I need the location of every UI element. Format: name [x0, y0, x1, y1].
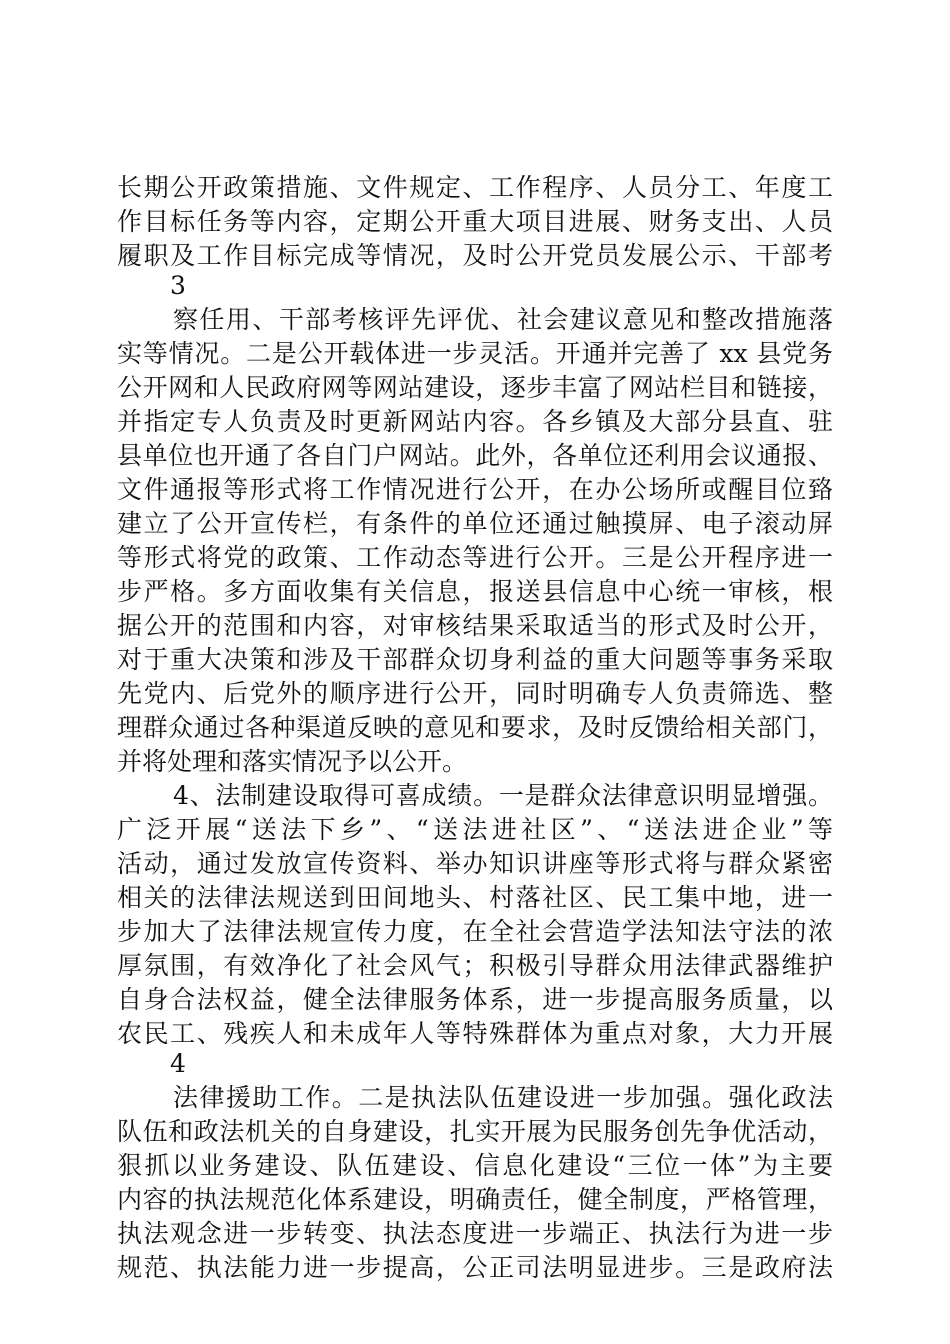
text-line: 步严格。多方面收集有关信息，报送县信息中心统一审核，根 [117, 577, 833, 606]
text-line: 队伍和政法机关的自身建设，扎实开展为民服务创先争优活动， [117, 1117, 833, 1146]
text-line: 作目标任务等内容，定期公开重大项目进展、财务支出、人员 [117, 207, 833, 236]
text-line: 并将处理和落实情况予以公开。 [117, 747, 468, 776]
text-line: 公开网和人民政府网等网站建设，逐步丰富了网站栏目和链接， [117, 373, 833, 402]
text-line: 厚氛围，有效净化了社会风气；积极引导群众用法律武器维护 [117, 951, 833, 980]
text-line: 履职及工作目标完成等情况，及时公开党员发展公示、干部考 [117, 241, 833, 270]
text-line: 农民工、残疾人和未成年人等特殊群体为重点对象，大力开展 [117, 1019, 833, 1048]
text-line: 步加大了法律法规宣传力度，在全社会营造学法知法守法的浓 [117, 917, 833, 946]
page-marker: 4 [170, 1049, 186, 1078]
text-line: 相关的法律法规送到田间地头、村落社区、民工集中地，进一 [117, 883, 833, 912]
text-line: 建立了公开宣传栏，有条件的单位还通过触摸屏、电子滚动屏 [117, 509, 833, 538]
text-line: 广泛开展“送法下乡”、“送法进社区”、“送法进企业”等 [117, 815, 833, 844]
text-line: 执法观念进一步转变、执法态度进一步端正、执法行为进一步 [117, 1219, 833, 1248]
text-line: 狠抓以业务建设、队伍建设、信息化建设“三位一体”为主要 [117, 1151, 833, 1180]
text-line: 实等情况。二是公开载体进一步灵活。开通并完善了 xx 县党务 [117, 339, 833, 368]
text-line: 自身合法权益，健全法律服务体系，进一步提高服务质量，以 [117, 985, 833, 1014]
text-line: 理群众通过各种渠道反映的意见和要求，及时反馈给相关部门， [117, 713, 833, 742]
text-line: 并指定专人负责及时更新网站内容。各乡镇及大部分县直、驻 [117, 407, 833, 436]
text-line: 文件通报等形式将工作情况进行公开，在办公场所或醒目位臵 [117, 475, 833, 504]
text-line: 等形式将党的政策、工作动态等进行公开。三是公开程序进一 [117, 543, 833, 572]
page-marker: 3 [170, 271, 186, 300]
text-line: 法律援助工作。二是执法队伍建设进一步加强。强化政法 [173, 1083, 833, 1112]
text-line: 4、法制建设取得可喜成绩。一是群众法律意识明显增强。 [173, 781, 833, 810]
text-line: 内容的执法规范化体系建设，明确责任，健全制度，严格管理， [117, 1185, 833, 1214]
text-line: 察任用、干部考核评先评优、社会建议意见和整改措施落 [173, 305, 833, 334]
text-line: 长期公开政策措施、文件规定、工作程序、人员分工、年度工 [117, 173, 833, 202]
text-line: 对于重大决策和涉及干部群众切身利益的重大问题等事务采取 [117, 645, 833, 674]
text-line: 据公开的范围和内容，对审核结果采取适当的形式及时公开， [117, 611, 833, 640]
text-line: 规范、执法能力进一步提高，公正司法明显进步。三是政府法 [117, 1253, 833, 1282]
text-line: 县单位也开通了各自门户网站。此外，各单位还利用会议通报、 [117, 441, 833, 470]
text-line: 先党内、后党外的顺序进行公开，同时明确专人负责筛选、整 [117, 679, 833, 708]
text-line: 活动，通过发放宣传资料、举办知识讲座等形式将与群众紧密 [117, 849, 833, 878]
